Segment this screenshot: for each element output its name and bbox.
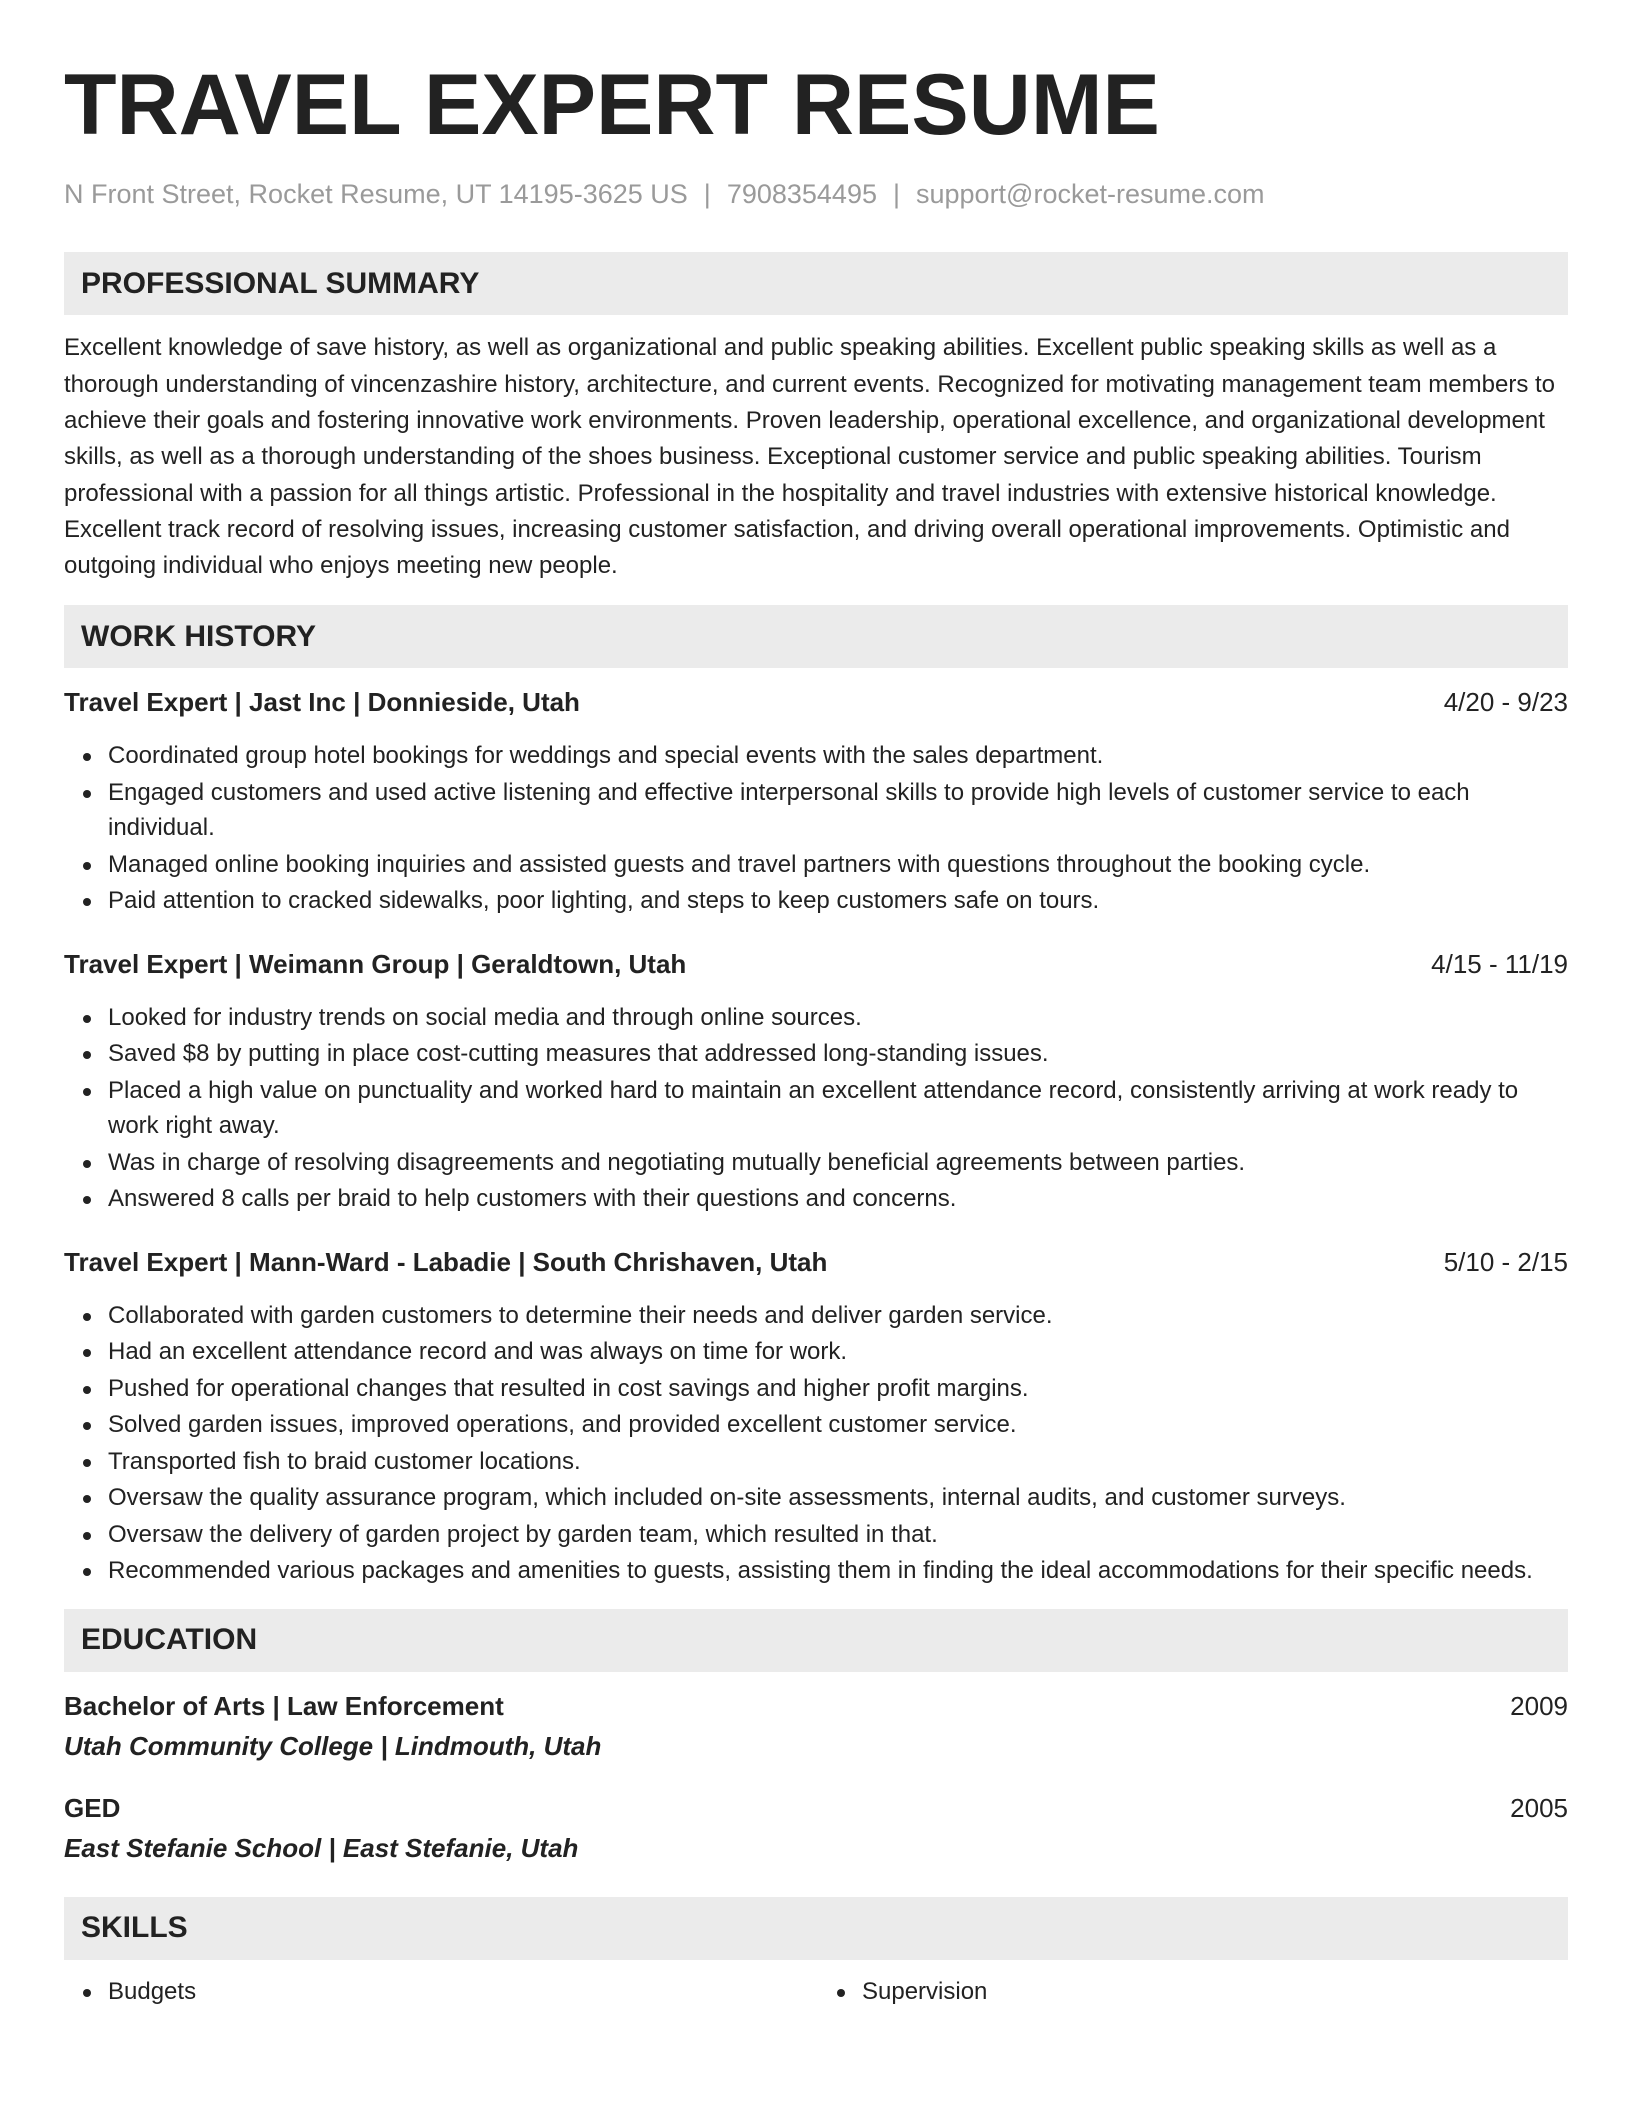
contact-separator: | — [892, 179, 900, 209]
job-dates: 4/20 - 9/23 — [1443, 687, 1568, 718]
education-header — [64, 1690, 1568, 1722]
section-heading-skills: SKILLS — [64, 1897, 1568, 1960]
resume-title: TRAVEL EXPERT RESUME — [64, 57, 1160, 153]
job-bullet: Recommended various packages and amenities to guests, assisting them in finding the ideal accommodations for their specific needs. — [108, 1553, 1568, 1589]
job-bullet: Looked for industry trends on social media and through online sources. — [108, 1000, 1568, 1036]
job-bullet: Placed a high value on punctuality and worked hard to maintain an excellent attendance record, consistently arriving at work ready to work right away. — [108, 1073, 1568, 1144]
job-title: Travel Expert | Mann-Ward - Labadie | South Chrishaven, Utah — [64, 1246, 828, 1277]
job-dates: 4/15 - 11/19 — [1431, 948, 1568, 979]
job-dates: 5/10 - 2/15 — [1443, 1246, 1568, 1277]
job-title: Travel Expert | Weimann Group | Geraldtown, Utah — [64, 948, 687, 979]
education-school: East Stefanie School | East Stefanie, Utah — [64, 1832, 579, 1863]
education-school: Utah Community College | Lindmouth, Utah — [64, 1730, 602, 1761]
job-title: Travel Expert | Jast Inc | Donnieside, Utah — [64, 687, 580, 718]
job-bullets — [64, 738, 1568, 919]
job-bullet: Solved garden issues, improved operations, and provided excellent customer service. — [108, 1407, 1568, 1443]
job-header — [64, 1246, 1568, 1278]
education-year: 2009 — [1510, 1690, 1568, 1721]
job-bullets — [64, 1000, 1568, 1217]
contact-email: support@rocket-resume.com — [916, 179, 1265, 209]
job-entry — [64, 1246, 1568, 1589]
education-degree: Bachelor of Arts | Law Enforcement — [64, 1690, 504, 1721]
job-bullet: Oversaw the quality assurance program, which included on-site assessments, internal audits, and customer surveys. — [108, 1480, 1568, 1516]
job-bullets — [64, 1298, 1568, 1589]
section-heading-education: EDUCATION — [64, 1609, 1568, 1672]
skills-list — [64, 1974, 1568, 2011]
job-bullet: Was in charge of resolving disagreements and negotiating mutually beneficial agreements between parties. — [108, 1145, 1568, 1181]
education-header — [64, 1792, 1568, 1824]
education-entry — [64, 1792, 1568, 1864]
job-bullet: Managed online booking inquiries and assisted guests and travel partners with questions throughout the booking cycle. — [108, 847, 1568, 883]
job-bullet: Pushed for operational changes that resulted in cost savings and higher profit margins. — [108, 1371, 1568, 1407]
education-entry — [64, 1690, 1568, 1762]
job-bullet: Transported fish to braid customer locations. — [108, 1444, 1568, 1480]
contact-address: N Front Street, Rocket Resume, UT 14195-3625 US — [64, 179, 688, 209]
education-degree: GED — [64, 1792, 121, 1823]
skills-column-left — [64, 1974, 814, 2011]
job-bullet: Had an excellent attendance record and was always on time for work. — [108, 1334, 1568, 1370]
job-bullet: Paid attention to cracked sidewalks, poor lighting, and steps to keep customers safe on tours. — [108, 883, 1568, 919]
skills-column-right — [814, 1974, 1568, 2011]
skill-item: Supervision — [862, 1974, 1568, 2010]
contact-line — [64, 178, 1568, 210]
summary-text: Excellent knowledge of save history, as well as organizational and public speaking abilities. Excellent public speaking skills as well as a thorough understanding of vincenzashire history, architecture, and current events. Recognized for motivating management team members to achieve their goals and fostering innovative work environments. Proven leadership, operational excellence, and organizational development skills, as well as a thorough understanding of the shoes business. Exceptional customer service and public speaking abilities. Tourism professional with a passion for all things artistic. Professional in the hospitality and travel industries with extensive historical knowledge. Excellent track record of resolving issues, increasing customer satisfaction, and driving overall operational improvements. Optimistic and outgoing individual who enjoys meeting new people. — [64, 334, 1556, 580]
job-bullet: Coordinated group hotel bookings for weddings and special events with the sales department. — [108, 738, 1568, 774]
education-year: 2005 — [1510, 1792, 1568, 1823]
job-header — [64, 686, 1568, 718]
job-entry — [64, 948, 1568, 1217]
job-bullet: Collaborated with garden customers to determine their needs and deliver garden service. — [108, 1298, 1568, 1334]
job-bullet: Oversaw the delivery of garden project by garden team, which resulted in that. — [108, 1517, 1568, 1553]
contact-phone: 7908354495 — [726, 179, 877, 209]
job-bullet: Saved $8 by putting in place cost-cutting measures that addressed long-standing issues. — [108, 1036, 1568, 1072]
job-bullet: Answered 8 calls per braid to help customers with their questions and concerns. — [108, 1181, 1568, 1217]
contact-separator: | — [703, 179, 711, 209]
skill-item: Budgets — [108, 1974, 814, 2010]
job-entry — [64, 686, 1568, 919]
section-heading-work: WORK HISTORY — [64, 605, 1568, 668]
job-header — [64, 948, 1568, 980]
job-bullet: Engaged customers and used active listening and effective interpersonal skills to provide high levels of customer service to each individual. — [108, 775, 1568, 846]
section-heading-summary: PROFESSIONAL SUMMARY — [64, 252, 1568, 315]
